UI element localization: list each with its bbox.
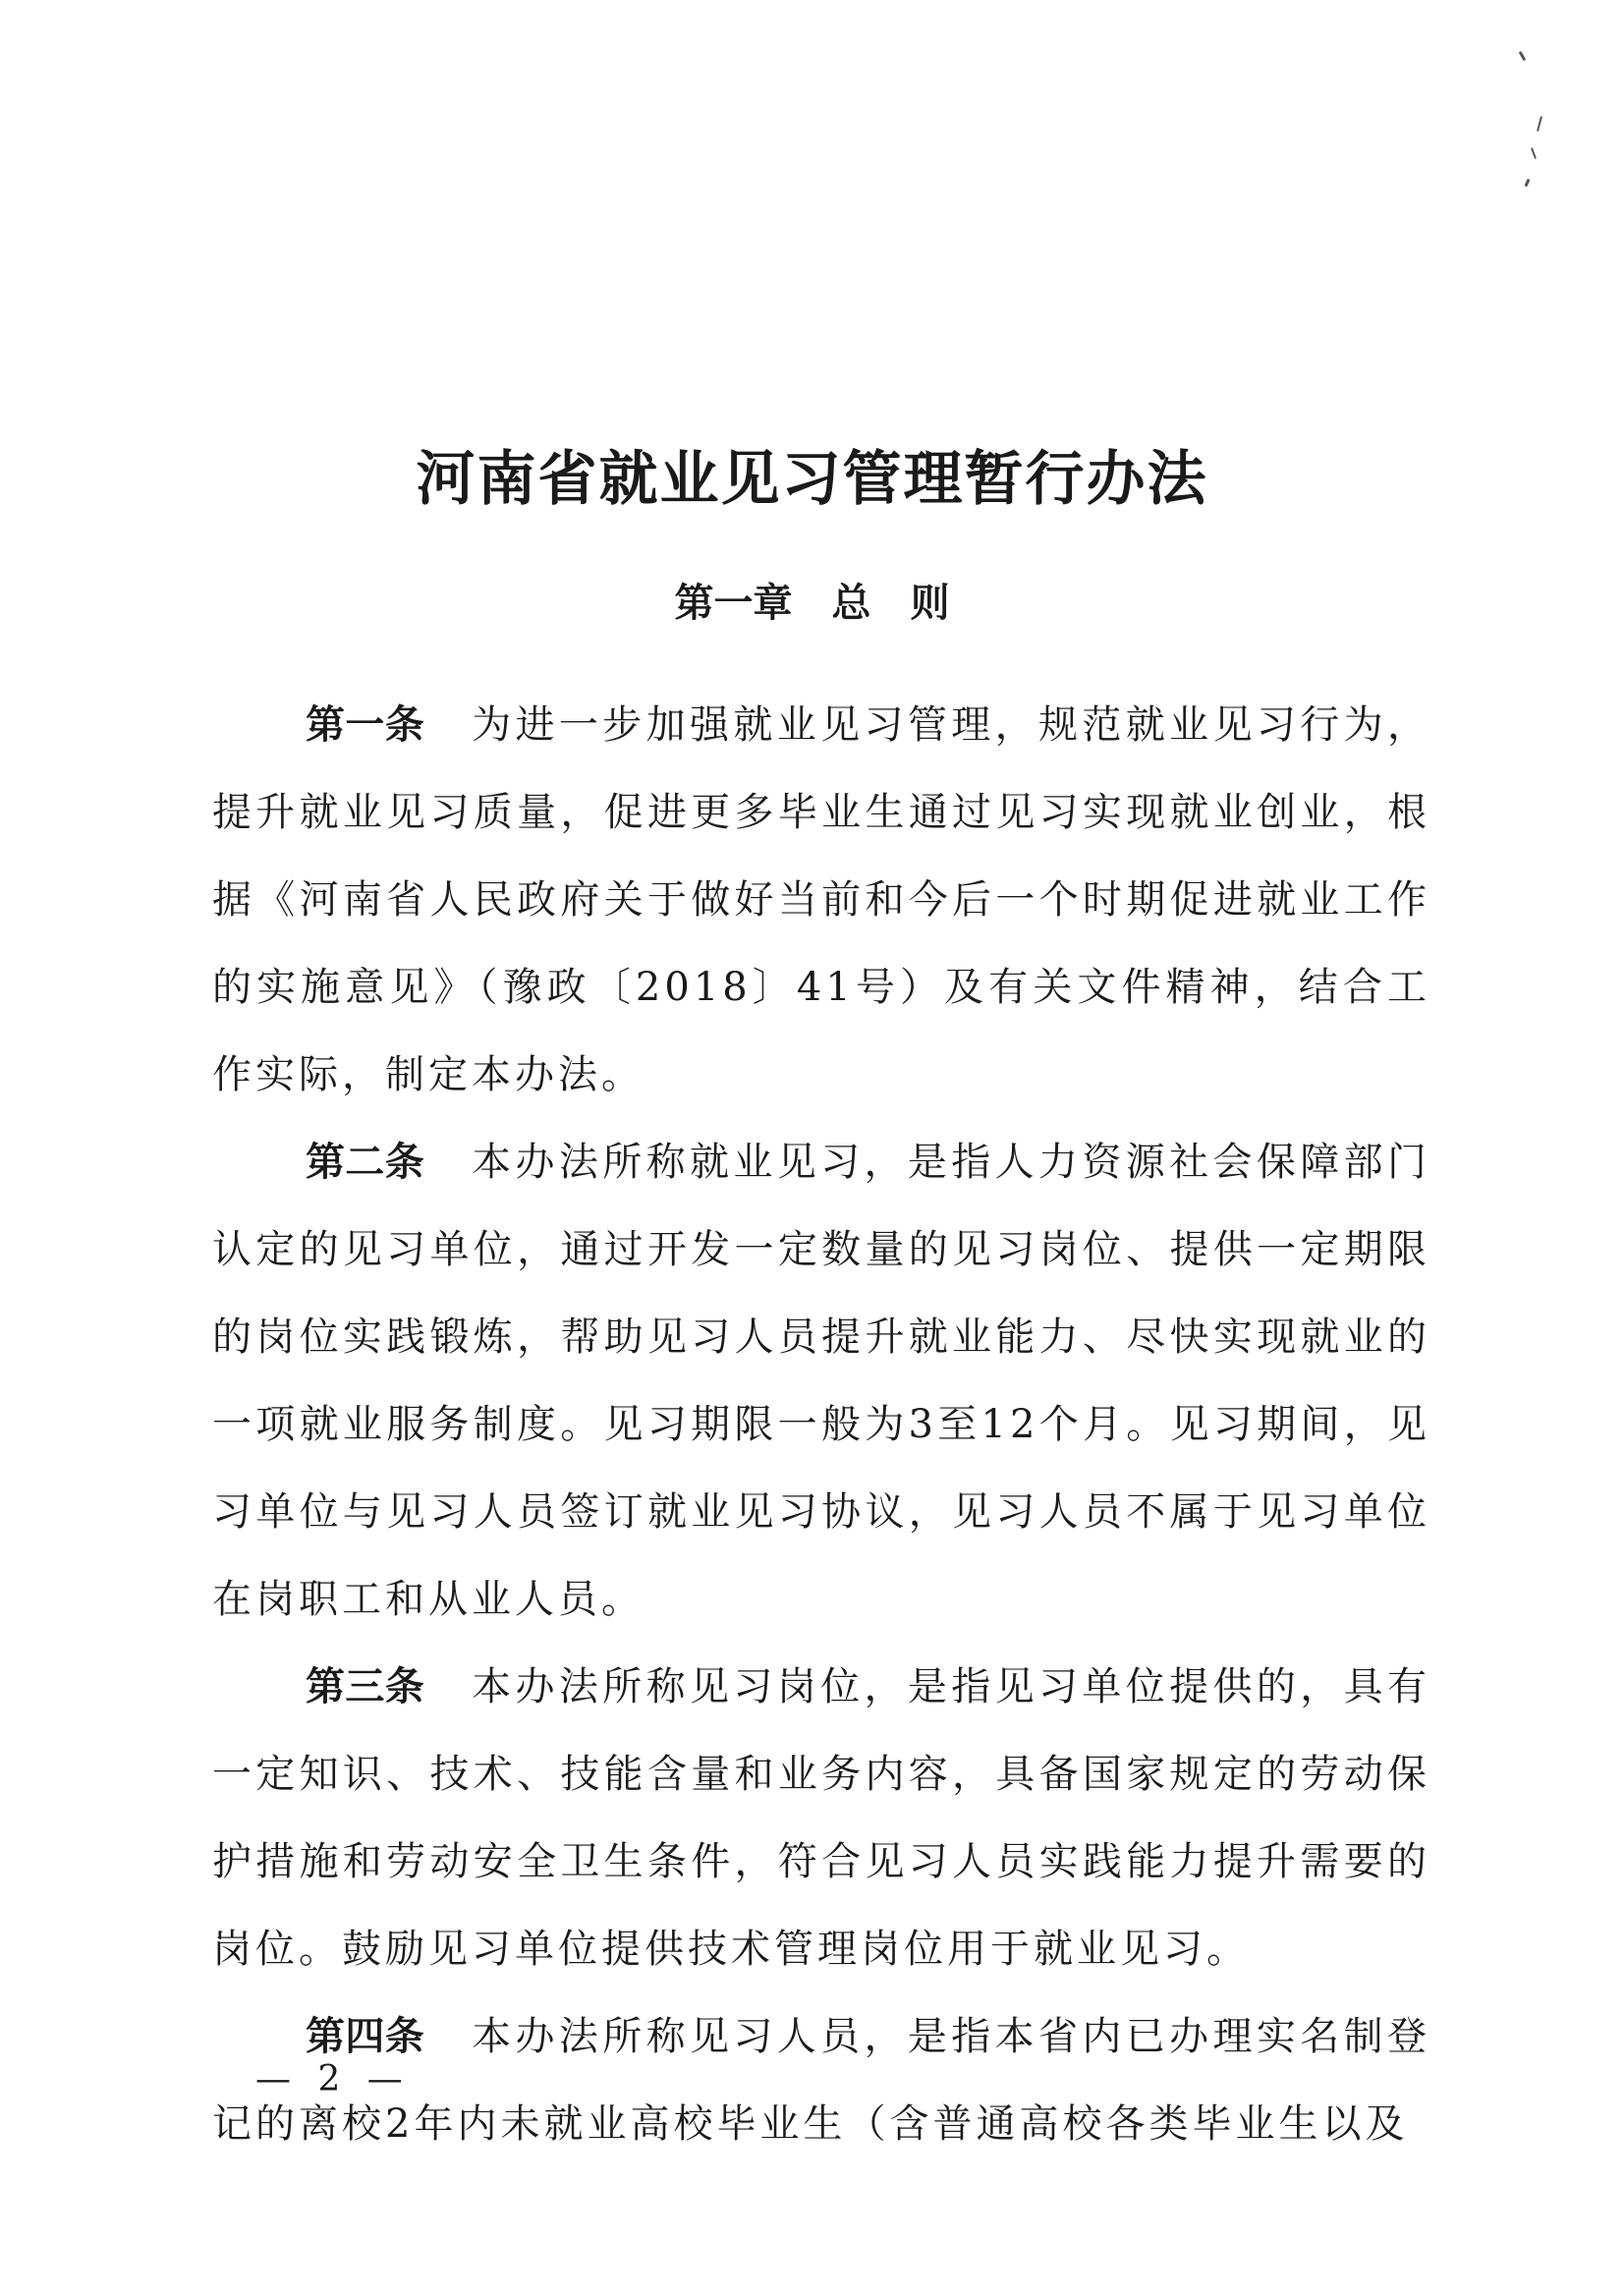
article-2-label: 第二条 — [306, 1140, 425, 1185]
document-body — [212, 682, 1430, 2168]
article-2-text: 本办法所称就业见习，是指人力资源社会保障部门认定的见习单位，通过开发一定数量的见习岗位、提供一定期限的岗位实践锻炼，帮助见习人员提升就业能力、尽快实现就业的一项就业服务制度。见习期限一般为3至12个月。见习期间，见习单位与见习人员签订就业见习协议，见习人员不属于见习单位在岗职工和从业人员。 — [212, 1140, 1430, 1622]
document-title: 河南省就业见习管理暂行办法 — [416, 445, 1208, 514]
page-number: — 2 — — [255, 2059, 411, 2099]
scan-artifact — [1524, 179, 1530, 188]
article-3 — [212, 1644, 1430, 1993]
article-1-label: 第一条 — [306, 702, 425, 748]
scan-artifact — [1531, 147, 1537, 159]
scan-artifact — [1537, 116, 1542, 132]
article-4-label: 第四条 — [306, 2014, 425, 2059]
article-1-text: 为进一步加强就业见习管理，规范就业见习行为，提升就业见习质量，促进更多毕业生通过见习实现就业创业，根据《河南省人民政府关于做好当前和今后一个时期促进就业工作的实施意见》（豫政〔2018〕41号）及有关文件精神，结合工作实际，制定本办法。 — [212, 702, 1430, 1097]
article-3-label: 第三条 — [306, 1664, 425, 1709]
scan-artifact — [1519, 51, 1527, 61]
article-1 — [212, 682, 1430, 1119]
article-3-text: 本办法所称见习岗位，是指见习单位提供的，具有一定知识、技术、技能含量和业务内容，具备国家规定的劳动保护措施和劳动安全卫生条件，符合见习人员实践能力提升需要的岗位。鼓励见习单位提供技术管理岗位用于就业见习。 — [212, 1664, 1430, 1972]
article-4-text: 本办法所称见习人员，是指本省内已办理实名制登记的离校2年内未就业高校毕业生（含普通高校各类毕业生以及 — [212, 2014, 1430, 2147]
article-2 — [212, 1119, 1430, 1644]
chapter-heading: 第一章 总 则 — [674, 581, 950, 626]
